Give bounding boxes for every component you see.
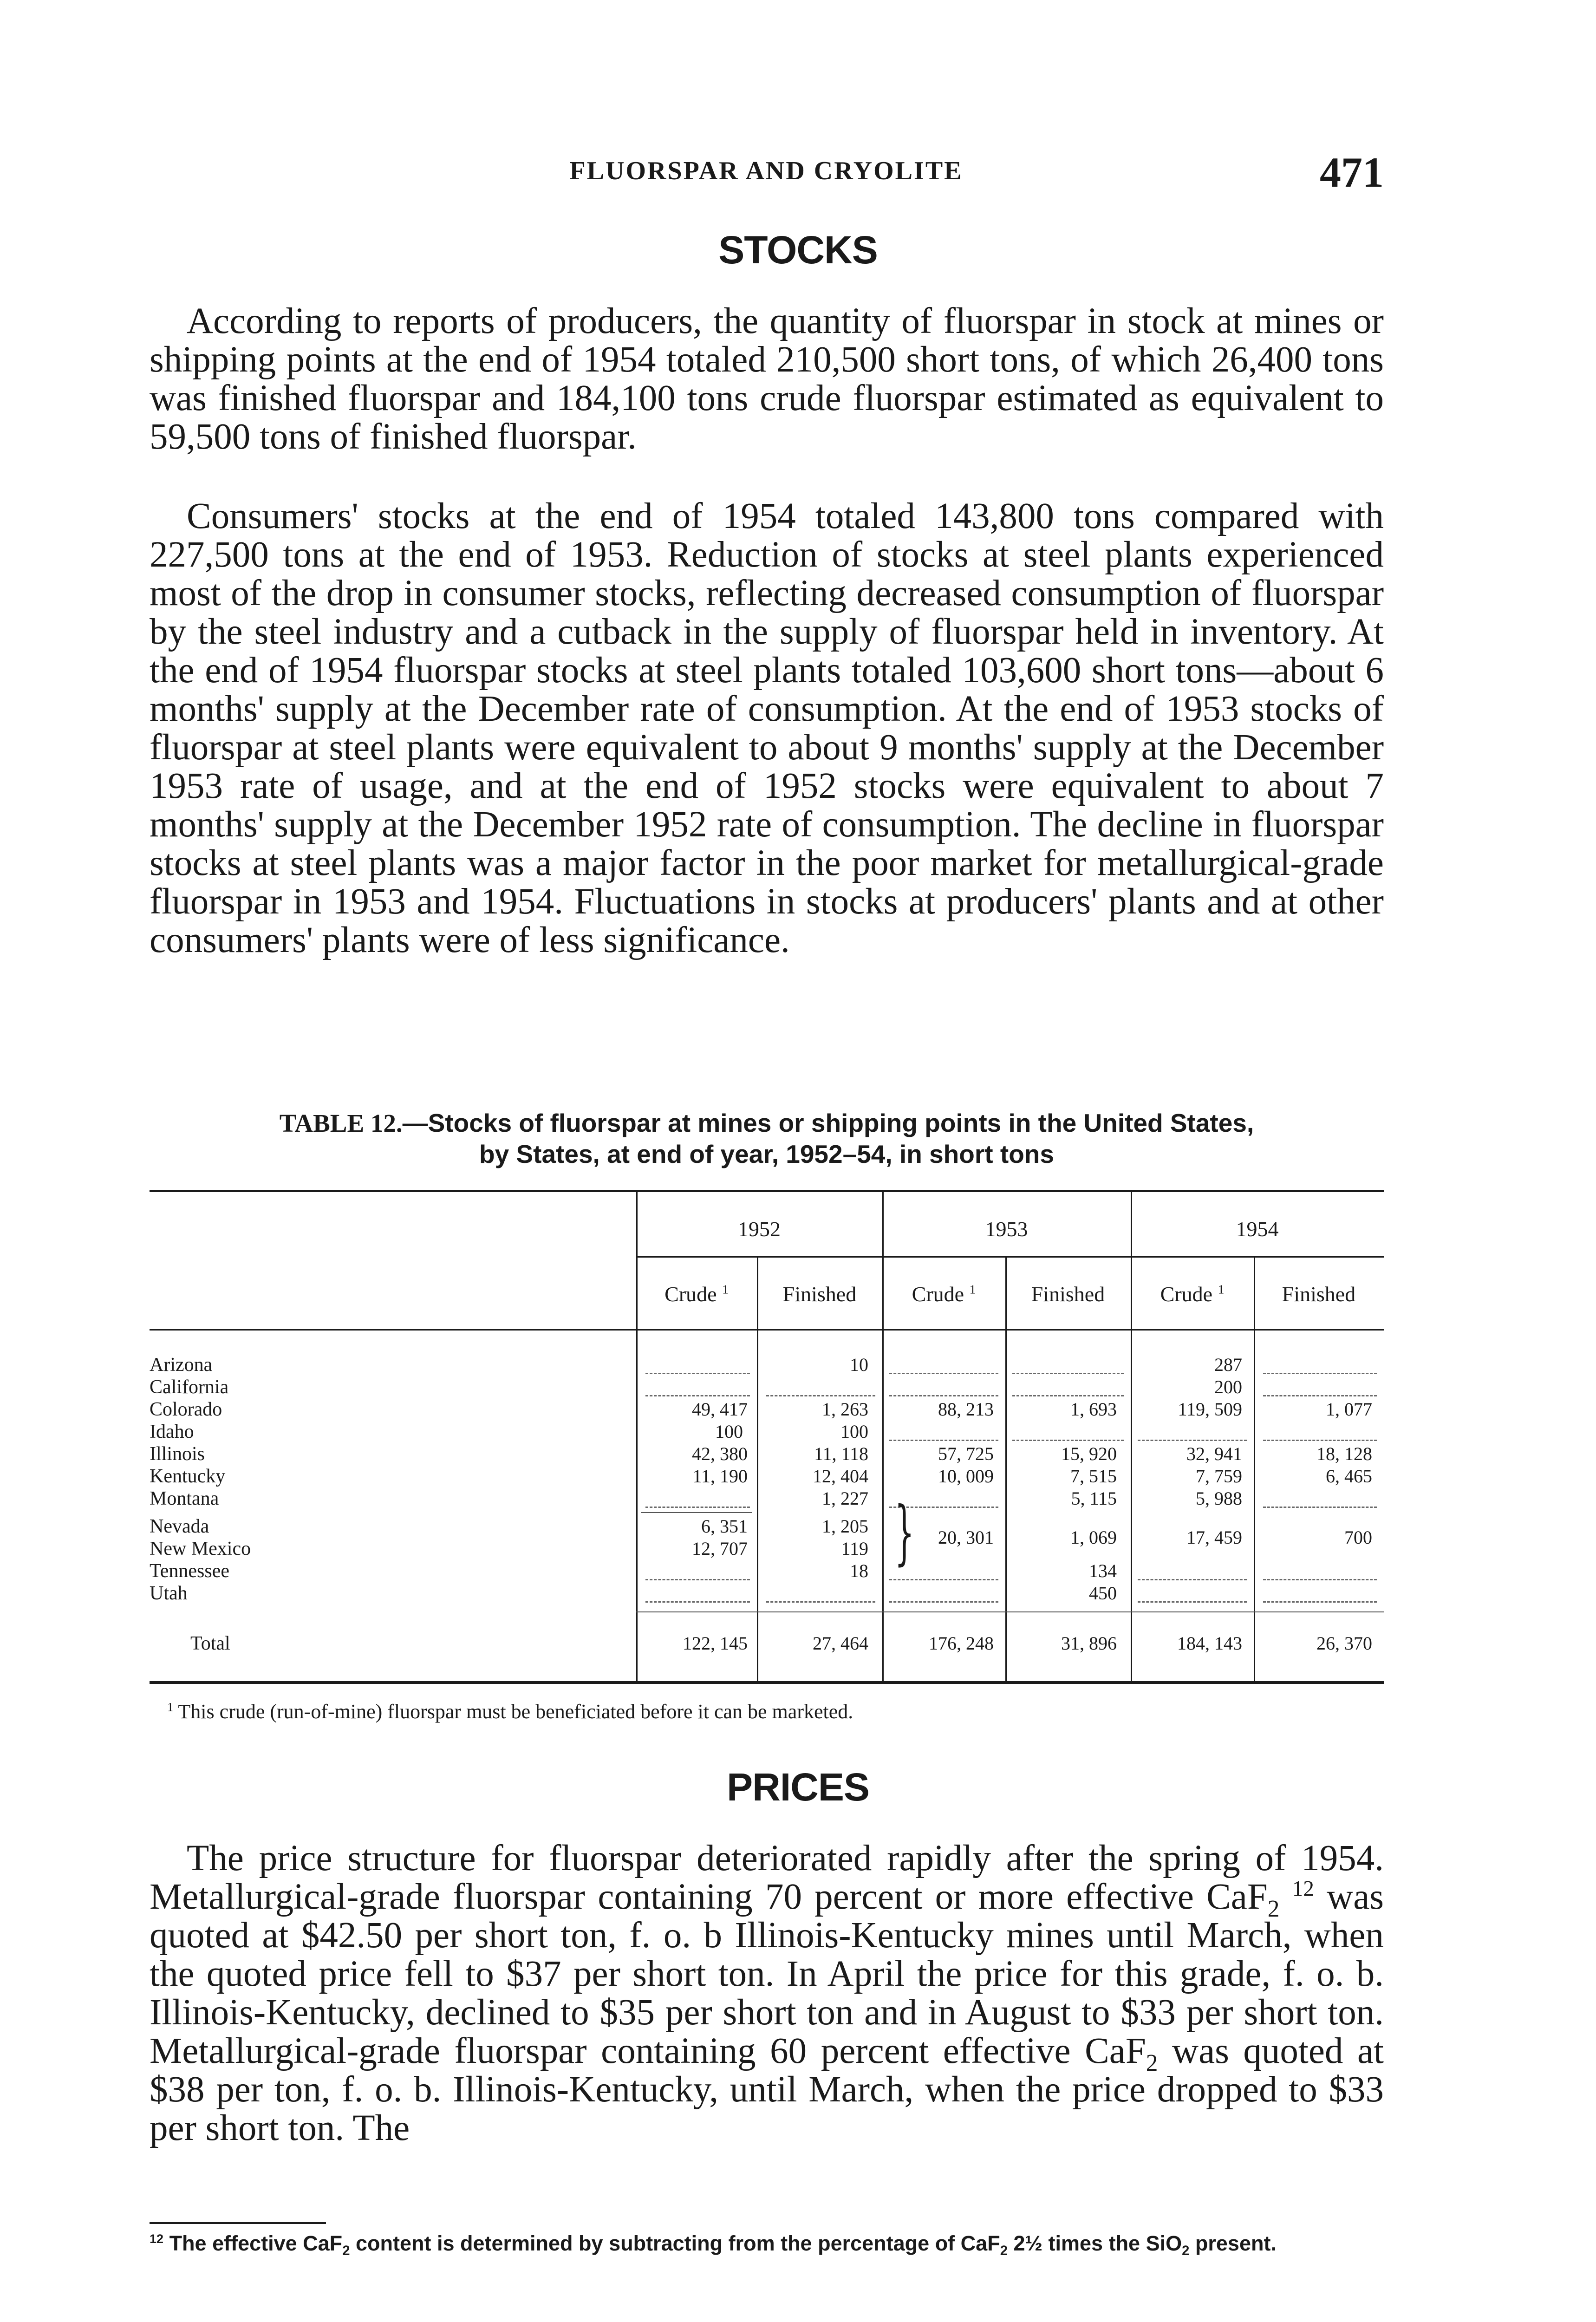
col-divider (1005, 1256, 1007, 1681)
table-footnote-text: This crude (run-of-mine) fluorspar must be beneficiated before it can be marketed. (178, 1700, 853, 1723)
table-cell: 5, 988 (1196, 1488, 1242, 1509)
table-cell: 450 (1089, 1583, 1117, 1604)
footnote-marker: 12 (150, 2232, 164, 2246)
stocks-paragraph-1: According to reports of producers, the quantity of fluorspar in stock at mines or shipping points at the end of 1954 totaled 210,500 short tons, of which 26,400 tons was finished fluorspar and 184,100 tons crude fluorspar estimated as equivalent to 59,500 tons of finished fluorspar. (150, 301, 1384, 457)
empty-cell-dash (766, 1395, 875, 1396)
table-caption-line-1: —Stocks of fluorspar at mines or shipping points in the United States, (402, 1109, 1254, 1137)
page-footnote: $^{12}$ The effective CaF$_2$ content is determined by subtracting from the percentage of CaF$_2$ 2½ times the SiO$_2$ present. (150, 2231, 1277, 2258)
empty-cell-dash (1012, 1373, 1124, 1374)
table-cell: 200 (1214, 1376, 1242, 1397)
table-cell: 17, 459 (1186, 1527, 1242, 1548)
table-cell: 5, 115 (1071, 1488, 1117, 1509)
row-label-colorado: Colorado (150, 1398, 628, 1421)
table-cell: 1, 069 (1070, 1527, 1117, 1548)
row-label-idaho: Idaho (150, 1421, 628, 1443)
table-cell: 10 (850, 1354, 868, 1375)
table-caption (150, 1108, 1384, 1169)
row-label-tennessee: Tennessee (150, 1560, 628, 1582)
empty-cell-dash (766, 1601, 875, 1603)
table-caption-line-2: by States, at end of year, 1952–54, in short tons (479, 1140, 1054, 1168)
header-bottom-rule (150, 1329, 1384, 1331)
row-label-california: California (150, 1376, 628, 1398)
table-cell: 100 (840, 1421, 868, 1442)
table-cell: 18 (850, 1560, 868, 1581)
row-label-kentucky: Kentucky (150, 1465, 628, 1487)
empty-cell-dash (889, 1579, 998, 1580)
table-cell: 49, 417 (692, 1399, 748, 1420)
empty-cell-dash (1263, 1373, 1377, 1374)
table-cell: 12, 404 (813, 1466, 868, 1487)
stocks-heading: STOCKS (718, 228, 878, 272)
table-cell: 1, 227 (822, 1488, 868, 1509)
table-cell: 1, 693 (1070, 1399, 1117, 1420)
empty-cell-dash (889, 1601, 998, 1603)
table-top-rule (150, 1190, 1384, 1192)
empty-cell-dash (1263, 1579, 1377, 1580)
col-divider (1254, 1256, 1255, 1681)
table-cell: 700 (1344, 1527, 1372, 1548)
year-divider-rule (636, 1256, 1384, 1258)
empty-cell-dash (1263, 1507, 1377, 1508)
year-header-1952: 1952 (738, 1217, 781, 1241)
row-label-illinois: Illinois (150, 1443, 628, 1465)
row-label-new-mexico: New Mexico (150, 1538, 628, 1560)
row-label-arizona: Arizona (150, 1354, 628, 1376)
empty-cell-dash (889, 1440, 998, 1441)
total-cell: 26, 370 (1316, 1633, 1372, 1654)
brace-icon: } (894, 1492, 915, 1573)
empty-cell-dash (1138, 1579, 1247, 1580)
subtotal-rule (641, 1512, 752, 1513)
finished-header: Finished (1031, 1282, 1105, 1306)
finished-header: Finished (1282, 1282, 1356, 1306)
footnote-rule (150, 2222, 326, 2224)
empty-cell-dash (1263, 1440, 1377, 1441)
table-cell: 1, 205 (822, 1516, 868, 1537)
empty-cell-dash (889, 1395, 998, 1396)
empty-cell-dash (645, 1373, 750, 1374)
table-cell: 57, 725 (938, 1443, 994, 1464)
table-cell: 7, 759 (1196, 1466, 1242, 1487)
table-cell: 20, 301 (938, 1527, 994, 1548)
table-label: TABLE 12. (279, 1109, 403, 1137)
year-header-1954: 1954 (1236, 1217, 1279, 1241)
empty-cell-dash (1138, 1440, 1247, 1441)
table-cell: 100 (715, 1421, 743, 1442)
empty-cell-dash (1138, 1601, 1247, 1603)
empty-cell-dash (1012, 1395, 1124, 1396)
empty-cell-dash (1263, 1395, 1377, 1396)
finished-header: Finished (782, 1282, 857, 1306)
col-divider (636, 1191, 638, 1681)
table-cell: 32, 941 (1186, 1443, 1242, 1464)
crude-header: Crude $^1$ (912, 1282, 976, 1306)
table-cell: 11, 190 (692, 1466, 748, 1487)
table-cell: 11, 118 (814, 1443, 868, 1464)
prices-heading: PRICES (727, 1765, 869, 1809)
total-cell: 176, 248 (929, 1633, 994, 1654)
crude-header: Crude $^1$ (1160, 1282, 1225, 1306)
empty-cell-dash (645, 1395, 750, 1396)
table-cell: 15, 920 (1061, 1443, 1117, 1464)
total-cell: 31, 896 (1061, 1633, 1117, 1654)
col-divider (882, 1191, 884, 1681)
table-cell: 18, 128 (1316, 1443, 1372, 1464)
empty-cell-dash (889, 1373, 998, 1374)
total-cell: 122, 145 (683, 1633, 748, 1654)
total-rule (636, 1611, 1384, 1612)
table-cell: 12, 707 (692, 1538, 748, 1559)
page-number: 471 (1320, 149, 1384, 196)
table-cell: 10, 009 (938, 1466, 994, 1487)
table-cell: 6, 351 (701, 1516, 748, 1537)
row-label-montana: Montana (150, 1487, 628, 1510)
total-cell: 27, 464 (813, 1633, 868, 1654)
empty-cell-dash (645, 1601, 750, 1603)
prices-paragraph: The price structure for fluorspar deteriorated rapidly after the spring of 1954. Metallurgical-grade fluorspar containing 70 percent or more effective CaF$_2$ $^{12}$ was quoted at $42.50 per short ton, f. o. b Illinois-Kentucky mines until March, when the quoted price fell to $37 per short ton. In April the price for this grade, f. o. b. Illinois-Kentucky, declined to $35 per short ton and in August to $33 per short ton. Metallurgical-grade fluorspar containing 60 percent effective CaF$_2$ was quoted at $38 per ton, f. o. b. Illinois-Kentucky, until March, when the price dropped to $33 per short ton. The (150, 1838, 1384, 2148)
empty-cell-dash (1263, 1601, 1377, 1603)
table-cell: 119 (841, 1538, 868, 1559)
table-cell: 1, 263 (822, 1399, 868, 1420)
total-cell: 184, 143 (1177, 1633, 1242, 1654)
footnote-marker: 1 (167, 1700, 174, 1714)
empty-cell-dash (645, 1507, 750, 1508)
crude-header: Crude $^1$ (664, 1282, 729, 1306)
empty-cell-dash (645, 1579, 750, 1580)
row-label-utah: Utah (150, 1582, 628, 1605)
footnote-ref-12: 12 (1292, 1877, 1314, 1901)
running-head (149, 148, 1384, 199)
running-title: FLUORSPAR AND CRYOLITE (569, 157, 963, 185)
col-divider (1131, 1191, 1132, 1681)
table-cell: 88, 213 (938, 1399, 994, 1420)
col-divider (757, 1256, 758, 1681)
table-cell: 1, 077 (1326, 1399, 1372, 1420)
table-cell: 42, 380 (692, 1443, 748, 1464)
table-cell: 7, 515 (1070, 1466, 1117, 1487)
empty-cell-dash (1012, 1440, 1124, 1441)
table-bottom-rule (150, 1681, 1384, 1684)
table-cell: 134 (1089, 1560, 1117, 1581)
table-cell: 287 (1214, 1354, 1242, 1375)
year-header-1953: 1953 (985, 1217, 1028, 1241)
row-label-total: Total (190, 1632, 636, 1655)
table-footnote (167, 1700, 853, 1723)
table-cell: 119, 509 (1178, 1399, 1242, 1420)
row-label-nevada: Nevada (150, 1515, 628, 1538)
stocks-paragraph-2: Consumers' stocks at the end of 1954 totaled 143,800 tons compared with 227,500 tons at the end of 1953. Reduction of stocks at steel plants experienced most of the drop in consumer stocks, reflecting decreased consumption of fluorspar by the steel industry and a cutback in the supply of fluorspar held in inventory. At the end of 1954 fluorspar stocks at steel plants totaled 103,600 short tons—about 6 months' supply at the December rate of consumption. At the end of 1953 stocks of fluorspar at steel plants were equivalent to about 9 months' supply at the December 1953 rate of usage, and at the end of 1952 stocks were equivalent to about 7 months' supply at the December 1952 rate of consumption. The decline in fluorspar stocks at steel plants was a major factor in the poor market for metallurgical-grade fluorspar in 1953 and 1954. Fluctuations in stocks at producers' plants and at other consumers' plants were of less significance. (150, 496, 1384, 960)
table-cell: 6, 465 (1326, 1466, 1372, 1487)
